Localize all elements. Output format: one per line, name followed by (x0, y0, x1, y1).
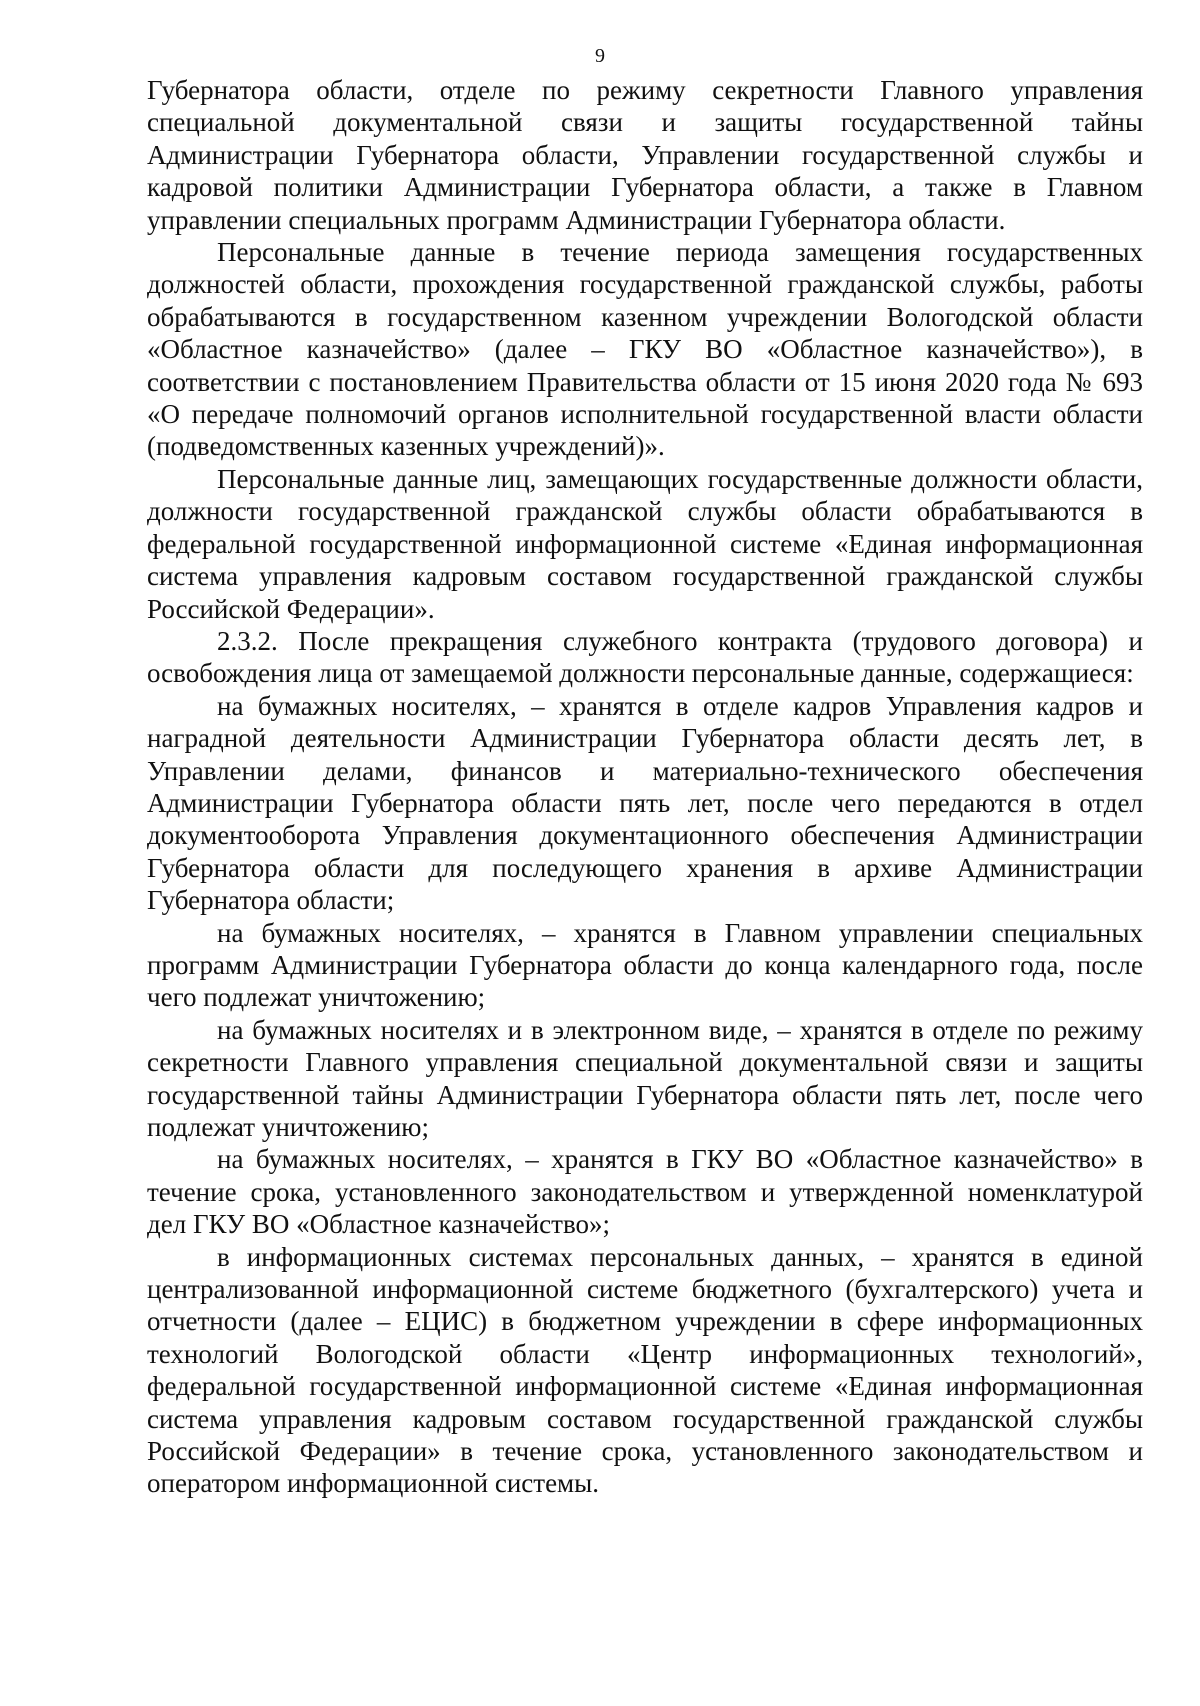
paragraph-federal-system: Персональные данные лиц, замещающих государственные должности области, должности государственной гражданской службы области обрабатываются в федеральной государственной информационной системе «Единая информационная система управления кадровым составом государственной гражданской службы Российской Федерации». (147, 463, 1143, 624)
document-body (147, 74, 1143, 1500)
paragraph-personal-data-processing: Персональные данные в течение периода замещения государственных должностей области, прохождения государственной гражданской службы, работы обрабатываются в государственном казенном учреждении Вологодской области «Областное казначейство» (далее – ГКУ ВО «Областное казначейство»), в соответствии с постановлением Правительства области от 15 июня 2020 года № 693 «О передаче полномочий органов исполнительной государственной власти области (подведомственных казенных учреждений)». (147, 237, 1143, 462)
page-number: 9 (595, 45, 605, 67)
paragraph-paper-hr-storage: на бумажных носителях, – хранятся в отделе кадров Управления кадров и наградной деятельности Администрации Губернатора области десять лет, в Управлении делами, финансов и материально-технического обеспечения Администрации Губернатора области пять лет, после чего передаются в отдел документооборота Управления документационного обеспечения Администрации Губернатора области для последующего хранения в архиве Администрации Губернатора области; (147, 690, 1143, 916)
paragraph-section-2-3-2: 2.3.2. После прекращения служебного контракта (трудового договора) и освобождения лица от замещаемой должности персональные данные, содержащиеся: (147, 625, 1143, 689)
paragraph-paper-special-programs: на бумажных носителях, – хранятся в Главном управлении специальных программ Администрации Губернатора области до конца календарного года, после чего подлежат уничтожению; (147, 917, 1143, 1013)
paragraph-treasury-storage: на бумажных носителях, – хранятся в ГКУ ВО «Областное казначейство» в течение срока, установленного законодательством и утвержденной номенклатурой дел ГКУ ВО «Областное казначейство»; (147, 1144, 1143, 1240)
paragraph-information-systems: в информационных системах персональных данных, – хранятся в единой централизованной информационной системе бюджетного (бухгалтерского) учета и отчетности (далее – ЕЦИС) в бюджетном учреждении в сфере информационных технологий Вологодской области «Центр информационных технологий», федеральной государственной информационной системе «Единая информационная система управления кадровым составом государственной гражданской службы Российской Федерации» в течение срока, установленного законодательством и оператором информационной системы. (147, 1241, 1143, 1499)
paragraph-secrecy-department: на бумажных носителях и в электронном виде, – хранятся в отделе по режиму секретности Главного управления специальной документальной связи и защиты государственной тайны Администрации Губернатора области пять лет, после чего подлежат уничтожению; (147, 1014, 1143, 1142)
paragraph-continuation: Губернатора области, отделе по режиму секретности Главного управления специальной документальной связи и защиты государственной тайны Администрации Губернатора области, Управлении государственной службы и кадровой политики Администрации Губернатора области, а также в Главном управлении специальных программ Администрации Губернатора области. (147, 75, 1143, 235)
